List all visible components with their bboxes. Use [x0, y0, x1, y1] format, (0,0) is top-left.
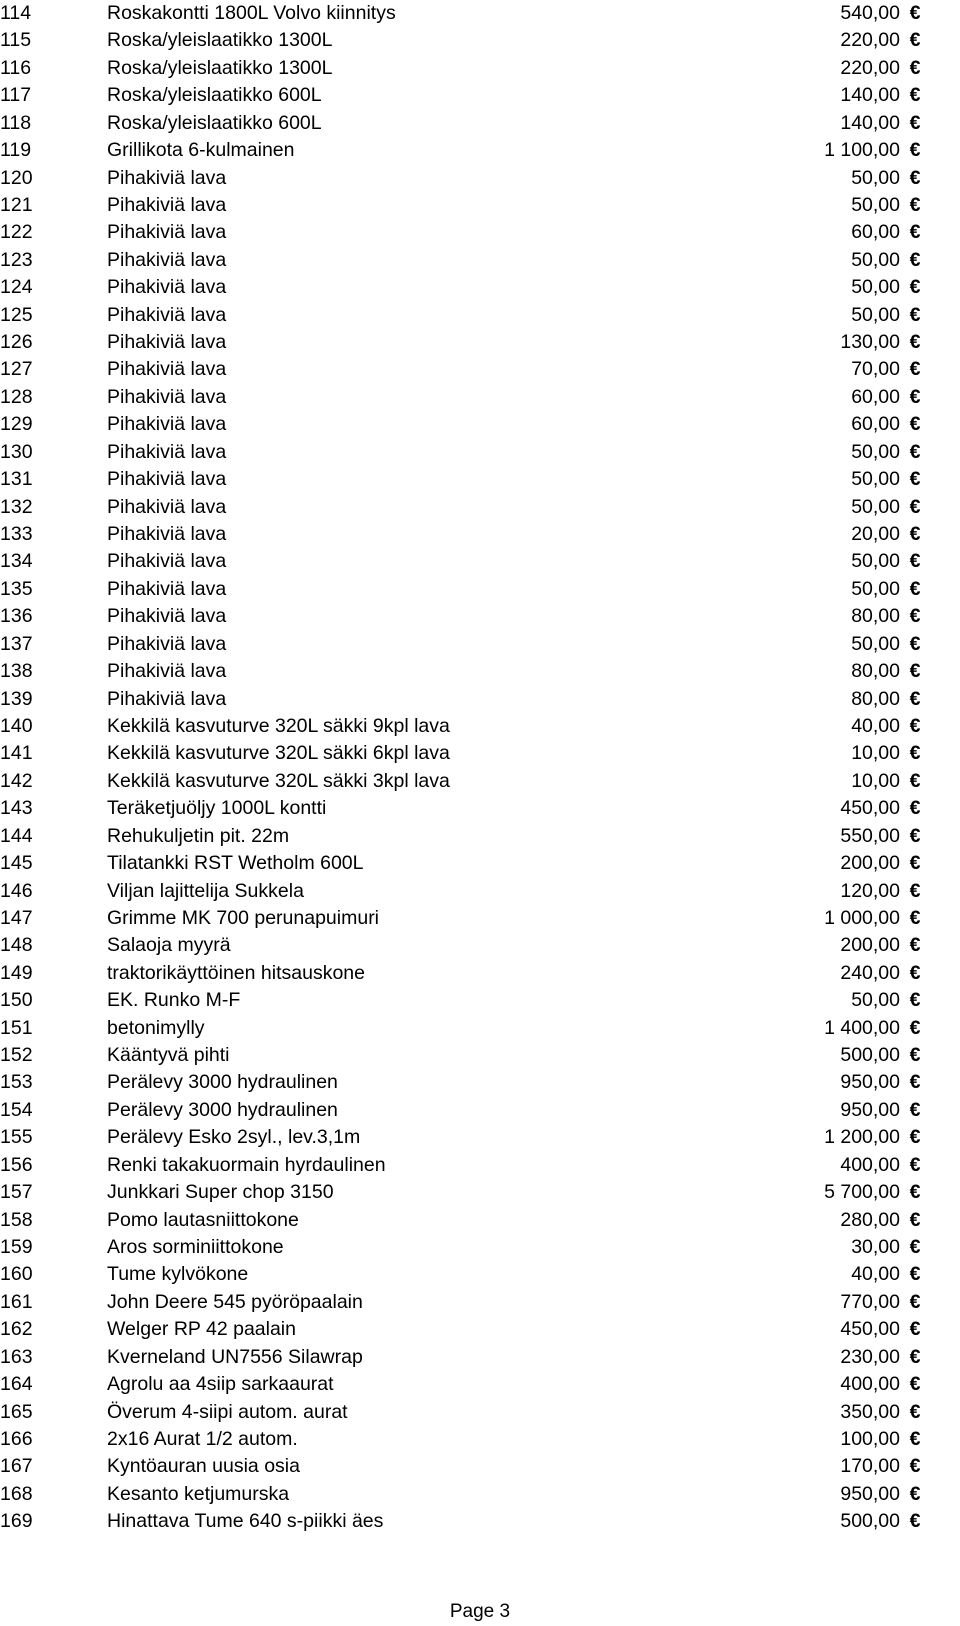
- item-number: 144: [0, 824, 33, 847]
- item-number: 126: [0, 331, 33, 354]
- item-price: 120,00: [840, 879, 900, 902]
- euro-symbol: €: [909, 687, 921, 710]
- item-number: 147: [0, 906, 33, 929]
- table-row: [0, 658, 960, 685]
- item-price: 400,00: [840, 1373, 900, 1396]
- item-description: Pihakiviä lava: [107, 550, 227, 573]
- item-number: 136: [0, 605, 33, 628]
- item-price: 240,00: [840, 961, 900, 984]
- item-number: 114: [0, 2, 32, 24]
- item-number: 129: [0, 413, 33, 436]
- table-row: [0, 137, 960, 164]
- item-price: 20,00: [851, 523, 900, 546]
- euro-symbol: €: [909, 1208, 921, 1231]
- item-number: 134: [0, 550, 33, 573]
- euro-symbol: €: [909, 605, 921, 628]
- item-price: 50,00: [851, 632, 900, 655]
- item-description: Pihakiviä lava: [107, 468, 227, 491]
- item-number: 135: [0, 577, 33, 600]
- table-row: [0, 494, 960, 521]
- item-description: Junkkari Super chop 3150: [107, 1181, 334, 1204]
- table-row: [0, 795, 960, 822]
- item-price: 60,00: [851, 221, 900, 244]
- table-row: [0, 1069, 960, 1096]
- euro-symbol: €: [909, 742, 921, 765]
- item-number: 122: [0, 221, 33, 244]
- item-description: Pihakiviä lava: [107, 276, 227, 299]
- table-row: [0, 55, 960, 82]
- euro-symbol: €: [909, 1373, 921, 1396]
- euro-symbol: €: [909, 989, 921, 1012]
- euro-symbol: €: [909, 111, 921, 134]
- table-row: [0, 1399, 960, 1426]
- euro-symbol: €: [909, 1071, 921, 1094]
- item-price: 350,00: [840, 1400, 900, 1423]
- item-price: 80,00: [851, 605, 900, 628]
- item-price: 950,00: [840, 1071, 900, 1094]
- euro-symbol: €: [909, 440, 921, 463]
- euro-symbol: €: [909, 523, 921, 546]
- item-number: 149: [0, 961, 33, 984]
- item-price: 1 000,00: [824, 906, 900, 929]
- table-row: [0, 1371, 960, 1398]
- item-price: 540,00: [840, 2, 900, 24]
- euro-symbol: €: [909, 1126, 921, 1149]
- table-row: [0, 27, 960, 54]
- item-price: 10,00: [851, 742, 900, 765]
- item-description: Pihakiviä lava: [107, 687, 227, 710]
- table-row: [0, 878, 960, 905]
- table-row: [0, 110, 960, 137]
- table-row: [0, 0, 960, 27]
- item-description: traktorikäyttöinen hitsauskone: [107, 961, 365, 984]
- item-description: Kääntyvä pihti: [107, 1044, 230, 1067]
- euro-symbol: €: [909, 303, 921, 326]
- item-price: 50,00: [851, 495, 900, 518]
- euro-symbol: €: [909, 769, 921, 792]
- item-number: 156: [0, 1153, 33, 1176]
- item-price: 50,00: [851, 303, 900, 326]
- item-price: 60,00: [851, 413, 900, 436]
- item-description: Grillikota 6-kulmainen: [107, 139, 295, 162]
- item-description: Pihakiviä lava: [107, 632, 227, 655]
- euro-symbol: €: [909, 714, 921, 737]
- item-number: 142: [0, 769, 33, 792]
- item-description: Perälevy 3000 hydraulinen: [107, 1071, 338, 1094]
- item-description: Kyntöauran uusia osia: [107, 1455, 300, 1478]
- item-description: Perälevy Esko 2syl., lev.3,1m: [107, 1126, 361, 1149]
- item-price: 50,00: [851, 193, 900, 216]
- item-description: Pihakiviä lava: [107, 358, 227, 381]
- euro-symbol: €: [909, 961, 921, 984]
- item-price: 200,00: [840, 852, 900, 875]
- item-price: 500,00: [840, 1044, 900, 1067]
- item-description: Kverneland UN7556 Silawrap: [107, 1345, 363, 1368]
- item-description: Kekkilä kasvuturve 320L säkki 6kpl lava: [107, 742, 450, 765]
- item-price: 280,00: [840, 1208, 900, 1231]
- item-number: 160: [0, 1263, 33, 1286]
- table-row: [0, 82, 960, 109]
- item-description: Welger RP 42 paalain: [107, 1318, 296, 1341]
- item-price: 50,00: [851, 468, 900, 491]
- euro-symbol: €: [909, 385, 921, 408]
- table-row: [0, 165, 960, 192]
- item-description: betonimylly: [107, 1016, 205, 1039]
- euro-symbol: €: [909, 1235, 921, 1258]
- table-row: [0, 1261, 960, 1288]
- item-description: Pihakiviä lava: [107, 413, 227, 436]
- item-number: 137: [0, 632, 33, 655]
- item-number: 165: [0, 1400, 33, 1423]
- item-number: 143: [0, 797, 33, 820]
- table-row: [0, 1481, 960, 1508]
- item-number: 130: [0, 440, 33, 463]
- item-number: 157: [0, 1181, 33, 1204]
- item-number: 118: [0, 111, 32, 134]
- item-price: 1 100,00: [824, 139, 900, 162]
- item-price: 770,00: [840, 1290, 900, 1313]
- item-number: 148: [0, 934, 33, 957]
- item-number: 167: [0, 1455, 33, 1478]
- item-description: Pihakiviä lava: [107, 605, 227, 628]
- table-row: [0, 987, 960, 1014]
- item-description: Pihakiviä lava: [107, 385, 227, 408]
- table-row: [0, 603, 960, 630]
- item-description: Agrolu aa 4siip sarkaaurat: [107, 1373, 334, 1396]
- item-description: Rehukuljetin pit. 22m: [107, 824, 290, 847]
- item-number: 140: [0, 714, 33, 737]
- table-row: [0, 302, 960, 329]
- item-number: 151: [0, 1016, 33, 1039]
- item-description: Tume kylvökone: [107, 1263, 249, 1286]
- item-price: 40,00: [851, 714, 900, 737]
- table-row: [0, 1508, 960, 1535]
- item-price: 100,00: [840, 1427, 900, 1450]
- table-row: [0, 576, 960, 603]
- page-number: Page 3: [449, 1601, 511, 1622]
- euro-symbol: €: [909, 1510, 921, 1533]
- table-row: [0, 1207, 960, 1234]
- item-number: 133: [0, 523, 33, 546]
- table-row: [0, 1426, 960, 1453]
- item-number: 158: [0, 1208, 33, 1231]
- table-row: [0, 356, 960, 383]
- euro-symbol: €: [909, 1427, 921, 1450]
- item-description: 2x16 Aurat 1/2 autom.: [107, 1427, 298, 1450]
- table-row: [0, 1015, 960, 1042]
- euro-symbol: €: [909, 852, 921, 875]
- table-row: [0, 713, 960, 740]
- table-row: [0, 905, 960, 932]
- item-number: 128: [0, 385, 33, 408]
- euro-symbol: €: [909, 1400, 921, 1423]
- item-number: 138: [0, 660, 33, 683]
- euro-symbol: €: [909, 879, 921, 902]
- item-number: 152: [0, 1044, 33, 1067]
- item-description: Roskakontti 1800L Volvo kiinnitys: [107, 2, 396, 24]
- euro-symbol: €: [909, 248, 921, 271]
- table-row: [0, 548, 960, 575]
- euro-symbol: €: [909, 139, 921, 162]
- table-row: [0, 274, 960, 301]
- item-description: Viljan lajittelija Sukkela: [107, 879, 304, 902]
- item-number: 123: [0, 248, 33, 271]
- item-description: Pihakiviä lava: [107, 331, 227, 354]
- euro-symbol: €: [909, 221, 921, 244]
- table-row: [0, 521, 960, 548]
- item-description: Pihakiviä lava: [107, 248, 227, 271]
- euro-symbol: €: [909, 632, 921, 655]
- item-description: Pihakiviä lava: [107, 660, 227, 683]
- item-description: Renki takakuormain hyrdaulinen: [107, 1153, 386, 1176]
- item-number: 146: [0, 879, 33, 902]
- table-row: [0, 1344, 960, 1371]
- item-number: 150: [0, 989, 33, 1012]
- euro-symbol: €: [909, 468, 921, 491]
- table-row: [0, 247, 960, 274]
- table-row: [0, 1316, 960, 1343]
- item-price: 70,00: [851, 358, 900, 381]
- euro-symbol: €: [909, 1263, 921, 1286]
- table-row: [0, 960, 960, 987]
- euro-symbol: €: [909, 550, 921, 573]
- item-description: Kekkilä kasvuturve 320L säkki 3kpl lava: [107, 769, 450, 792]
- euro-symbol: €: [909, 166, 921, 189]
- item-price: 1 200,00: [824, 1126, 900, 1149]
- item-number: 117: [0, 84, 32, 107]
- euro-symbol: €: [909, 413, 921, 436]
- item-price: 10,00: [851, 769, 900, 792]
- item-price: 50,00: [851, 166, 900, 189]
- table-row: [0, 1124, 960, 1151]
- item-number: 153: [0, 1071, 33, 1094]
- item-description: Överum 4-siipi autom. aurat: [107, 1400, 348, 1423]
- item-price: 170,00: [840, 1455, 900, 1478]
- item-number: 125: [0, 303, 33, 326]
- item-number: 115: [0, 29, 32, 52]
- item-description: Pihakiviä lava: [107, 577, 227, 600]
- item-description: Roska/yleislaatikko 600L: [107, 84, 322, 107]
- euro-symbol: €: [909, 2, 921, 24]
- item-price: 50,00: [851, 440, 900, 463]
- item-price: 230,00: [840, 1345, 900, 1368]
- euro-symbol: €: [909, 193, 921, 216]
- item-description: Pihakiviä lava: [107, 193, 227, 216]
- table-row: [0, 1179, 960, 1206]
- table-row: [0, 768, 960, 795]
- euro-symbol: €: [909, 1482, 921, 1505]
- item-price: 500,00: [840, 1510, 900, 1533]
- table-row: [0, 219, 960, 246]
- item-description: John Deere 545 pyöröpaalain: [107, 1290, 363, 1313]
- item-number: 131: [0, 468, 33, 491]
- item-description: Pihakiviä lava: [107, 221, 227, 244]
- euro-symbol: €: [909, 495, 921, 518]
- table-row: [0, 466, 960, 493]
- item-description: Pihakiviä lava: [107, 303, 227, 326]
- euro-symbol: €: [909, 660, 921, 683]
- item-description: Pomo lautasniittokone: [107, 1208, 299, 1231]
- item-price: 220,00: [840, 29, 900, 52]
- item-price: 950,00: [840, 1482, 900, 1505]
- euro-symbol: €: [909, 1290, 921, 1313]
- item-description: Grimme MK 700 perunapuimuri: [107, 906, 380, 929]
- item-description: Perälevy 3000 hydraulinen: [107, 1098, 338, 1121]
- euro-symbol: €: [909, 1016, 921, 1039]
- table-row: [0, 1152, 960, 1179]
- item-number: 139: [0, 687, 33, 710]
- item-price: 220,00: [840, 56, 900, 79]
- item-number: 168: [0, 1482, 33, 1505]
- item-price: 400,00: [840, 1153, 900, 1176]
- item-price: 200,00: [840, 934, 900, 957]
- item-description: Roska/yleislaatikko 600L: [107, 111, 322, 134]
- item-number: 119: [0, 139, 32, 162]
- item-number: 141: [0, 742, 33, 765]
- item-price: 50,00: [851, 550, 900, 573]
- item-description: Pihakiviä lava: [107, 495, 227, 518]
- item-number: 164: [0, 1373, 33, 1396]
- item-price: 60,00: [851, 385, 900, 408]
- table-row: [0, 1289, 960, 1316]
- item-price: 140,00: [840, 84, 900, 107]
- item-description: Pihakiviä lava: [107, 166, 227, 189]
- item-description: Roska/yleislaatikko 1300L: [107, 29, 333, 52]
- table-row: [0, 740, 960, 767]
- item-number: 159: [0, 1235, 33, 1258]
- item-number: 161: [0, 1290, 33, 1313]
- euro-symbol: €: [909, 29, 921, 52]
- item-description: Pihakiviä lava: [107, 523, 227, 546]
- item-number: 163: [0, 1345, 33, 1368]
- item-number: 155: [0, 1126, 33, 1149]
- item-description: Hinattava Tume 640 s-piikki äes: [107, 1510, 384, 1533]
- item-description: Kesanto ketjumurska: [107, 1482, 290, 1505]
- item-number: 132: [0, 495, 33, 518]
- item-number: 154: [0, 1098, 33, 1121]
- euro-symbol: €: [909, 1153, 921, 1176]
- table-row: [0, 631, 960, 658]
- item-description: Pihakiviä lava: [107, 440, 227, 463]
- item-number: 162: [0, 1318, 33, 1341]
- table-row: [0, 686, 960, 713]
- euro-symbol: €: [909, 577, 921, 600]
- item-description: Kekkilä kasvuturve 320L säkki 9kpl lava: [107, 714, 450, 737]
- item-price: 80,00: [851, 687, 900, 710]
- table-row: [0, 192, 960, 219]
- item-price: 40,00: [851, 1263, 900, 1286]
- table-row: [0, 329, 960, 356]
- item-price: 5 700,00: [824, 1181, 900, 1204]
- euro-symbol: €: [909, 1455, 921, 1478]
- item-price: 30,00: [851, 1235, 900, 1258]
- item-number: 145: [0, 852, 33, 875]
- item-price: 50,00: [851, 577, 900, 600]
- item-price: 80,00: [851, 660, 900, 683]
- euro-symbol: €: [909, 797, 921, 820]
- item-description: Tilatankki RST Wetholm 600L: [107, 852, 364, 875]
- item-price: 140,00: [840, 111, 900, 134]
- euro-symbol: €: [909, 1098, 921, 1121]
- euro-symbol: €: [909, 84, 921, 107]
- table-row: [0, 439, 960, 466]
- table-row: [0, 850, 960, 877]
- item-price: 950,00: [840, 1098, 900, 1121]
- euro-symbol: €: [909, 276, 921, 299]
- table-row: [0, 823, 960, 850]
- item-number: 121: [0, 193, 33, 216]
- item-price: 50,00: [851, 989, 900, 1012]
- table-row: [0, 384, 960, 411]
- euro-symbol: €: [909, 1318, 921, 1341]
- item-price: 450,00: [840, 1318, 900, 1341]
- item-number: 166: [0, 1427, 33, 1450]
- item-number: 169: [0, 1510, 33, 1533]
- euro-symbol: €: [909, 1044, 921, 1067]
- item-price: 450,00: [840, 797, 900, 820]
- item-number: 124: [0, 276, 33, 299]
- item-number: 120: [0, 166, 33, 189]
- item-price: 50,00: [851, 276, 900, 299]
- table-row: [0, 1097, 960, 1124]
- item-number: 116: [0, 56, 32, 79]
- table-row: [0, 1042, 960, 1069]
- euro-symbol: €: [909, 56, 921, 79]
- item-price: 130,00: [840, 331, 900, 354]
- item-description: Salaoja myyrä: [107, 934, 231, 957]
- item-description: EK. Runko M-F: [107, 989, 241, 1012]
- euro-symbol: €: [909, 824, 921, 847]
- item-description: Roska/yleislaatikko 1300L: [107, 56, 333, 79]
- table-row: [0, 1453, 960, 1480]
- item-price: 550,00: [840, 824, 900, 847]
- euro-symbol: €: [909, 1181, 921, 1204]
- table-row: [0, 1234, 960, 1261]
- euro-symbol: €: [909, 331, 921, 354]
- item-number: 127: [0, 358, 33, 381]
- euro-symbol: €: [909, 1345, 921, 1368]
- table-row: [0, 932, 960, 959]
- item-price: 1 400,00: [824, 1016, 900, 1039]
- item-price: 50,00: [851, 248, 900, 271]
- euro-symbol: €: [909, 906, 921, 929]
- item-description: Aros sorminiittokone: [107, 1235, 284, 1258]
- euro-symbol: €: [909, 358, 921, 381]
- table-row: [0, 411, 960, 438]
- item-description: Teräketjuöljy 1000L kontti: [107, 797, 327, 820]
- euro-symbol: €: [909, 934, 921, 957]
